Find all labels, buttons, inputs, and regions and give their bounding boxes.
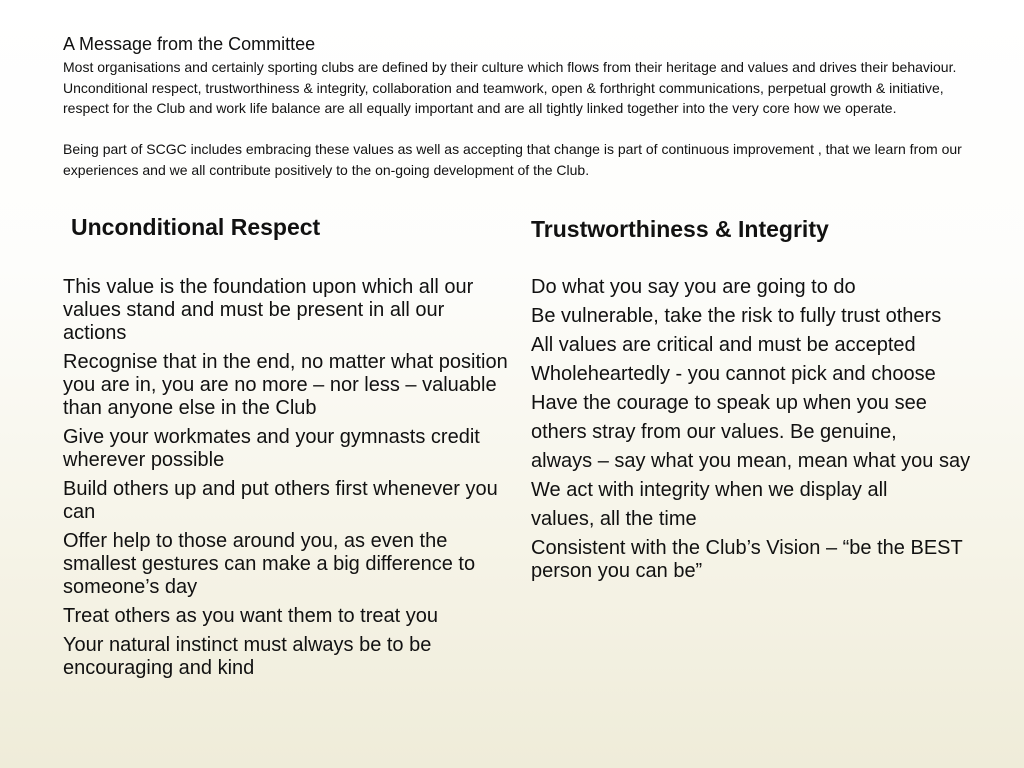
trustworthiness-integrity-column (531, 208, 976, 582)
unconditional-respect-list (63, 276, 508, 686)
value-item: Give your workmates and your gymnasts credit wherever possible (63, 426, 480, 471)
value-item: values, all the time (531, 508, 697, 530)
value-item: All values are critical and must be accepted (531, 334, 916, 356)
trustworthiness-integrity-heading: Trustworthiness & Integrity (531, 216, 829, 242)
value-item: Treat others as you want them to treat you (63, 605, 438, 627)
value-item: Recognise that in the end, no matter what position you are in, you are no more – nor less – valuable than anyone else in the Club (63, 351, 508, 419)
value-item: Have the courage to speak up when you see (531, 392, 927, 414)
value-item: always – say what you mean, mean what you say (531, 450, 971, 472)
message-paragraph: Most organisations and certainly sporting clubs are defined by their culture which flows from their heritage and values and drives their behaviour. Unconditional respect, trustworthiness & integrity, collaboration and teamwork, open & forthright communications, perpetual growth & initiative, respect for the Club and work life balance are all equally important and are all tightly linked together into the very core how we operate. (63, 59, 957, 116)
committee-message (63, 33, 968, 180)
trustworthiness-integrity-list (531, 276, 976, 589)
message-title: A Message from the Committee (63, 34, 316, 54)
message-paragraph: Being part of SCGC includes embracing these values as well as accepting that change is part of continuous improvement , that we learn from our experiences and we all contribute positively to the on-going development of the Club. (63, 141, 962, 178)
unconditional-respect-heading: Unconditional Respect (71, 214, 321, 240)
value-item: others stray from our values. Be genuine, (531, 421, 897, 443)
value-item: Build others up and put others first whenever you can (63, 478, 498, 523)
value-item: Your natural instinct must always be to be encouraging and kind (63, 634, 432, 679)
value-item: Offer help to those around you, as even the smallest gestures can make a big difference to someone’s day (63, 530, 476, 598)
unconditional-respect-column (63, 208, 508, 679)
value-item: Consistent with the Club’s Vision – “be the BEST person you can be” (531, 537, 963, 582)
value-item: This value is the foundation upon which all our values stand and must be present in all our actions (63, 276, 474, 344)
value-item: Do what you say you are going to do (531, 276, 856, 298)
value-item: Be vulnerable, take the risk to fully trust others (531, 305, 942, 327)
value-item: We act with integrity when we display all (531, 479, 888, 501)
value-item: Wholeheartedly - you cannot pick and choose (531, 363, 936, 385)
